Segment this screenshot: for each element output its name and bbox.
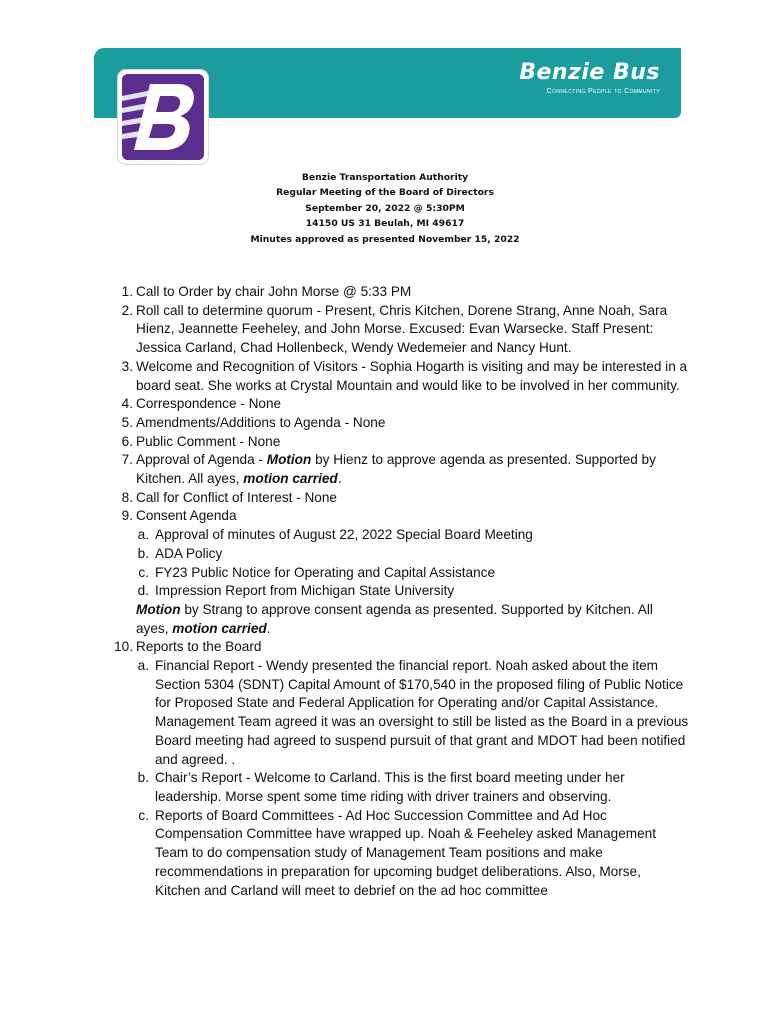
item-text: Roll call to determine quorum - Present, Chris Kitchen, Dorene Strang, Anne Noah, Sara Hienz, Jeannette Feeheley, and John Morse. Excused: Evan Warsecke. Staff Present: Jessica Carland, Chad Hollenbeck, Wendy Wedemeier and Nancy Hunt. bbox=[136, 302, 668, 356]
org-name: Benzie Transportation Authority bbox=[301, 172, 469, 183]
sub-text: FY23 Public Notice for Operating and Capital Assistance bbox=[155, 564, 496, 580]
motion-text: by Strang to approve consent agenda as presented. Supported by Kitchen. All ayes, bbox=[136, 601, 653, 636]
sub-text: ADA Policy bbox=[155, 545, 223, 561]
benzie-bus-logo bbox=[118, 70, 208, 164]
brand-tagline: Connecting People to Community bbox=[546, 88, 660, 95]
sub-letter: a. bbox=[137, 527, 149, 543]
document-header bbox=[0, 170, 770, 247]
brand-name: Benzie Bus bbox=[519, 60, 660, 85]
item-number: 4. bbox=[121, 396, 133, 412]
sub-letter: b. bbox=[137, 770, 149, 786]
list-item bbox=[109, 414, 689, 433]
item-number: 10. bbox=[114, 639, 133, 655]
list-item bbox=[109, 395, 689, 414]
item-text: Amendments/Additions to Agenda - None bbox=[136, 414, 386, 430]
sub-item bbox=[109, 582, 689, 601]
item-number: 2. bbox=[121, 302, 133, 318]
brand-block bbox=[519, 60, 660, 95]
list-item bbox=[109, 283, 689, 302]
meeting-address: 14150 US 31 Beulah, MI 49617 bbox=[305, 218, 465, 230]
item-text: Call to Order by chair John Morse @ 5:33 PM bbox=[136, 284, 412, 299]
item-number: 9. bbox=[121, 508, 133, 524]
sub-item bbox=[109, 769, 689, 806]
logo-b-icon bbox=[122, 74, 204, 160]
list-item bbox=[109, 507, 689, 526]
motion-carried-label: motion carried bbox=[172, 620, 267, 636]
sub-text: Chair’s Report - Welcome to Carland. This is the first board meeting under her leadership. Morse spent some time riding with driver trainers and observing. bbox=[155, 770, 625, 804]
item-number: 8. bbox=[121, 489, 133, 505]
item-text: Call for Conflict of Interest - None bbox=[136, 489, 337, 505]
item-number: 7. bbox=[121, 452, 133, 468]
list-item bbox=[109, 451, 689, 488]
list-item bbox=[109, 433, 689, 452]
motion-label: Motion bbox=[136, 601, 181, 617]
sub-text: Impression Report from Michigan State University bbox=[155, 583, 455, 599]
sub-item bbox=[109, 545, 689, 564]
sub-letter: b. bbox=[137, 545, 149, 561]
motion-carried-label: motion carried bbox=[243, 471, 338, 487]
list-item bbox=[109, 638, 689, 657]
sub-item bbox=[109, 526, 689, 545]
sub-letter: c. bbox=[138, 564, 149, 580]
consent-motion bbox=[109, 601, 689, 638]
item-number: 1. bbox=[121, 284, 133, 299]
sub-letter: d. bbox=[137, 583, 149, 599]
item-text-mid: by Hienz to approve agenda as presented. Supported by Kitchen. All ayes, bbox=[136, 452, 656, 487]
list-item bbox=[109, 302, 689, 358]
approval-note: Minutes approved as presented November 15, 2022 bbox=[250, 233, 520, 245]
sub-text: Reports of Board Committees - Ad Hoc Succession Committee and Ad Hoc Compensation Committee have wrapped up. Noah & Feeheley asked Management Team to do compensation study of Management Team positions and make recommendations in preparation for upcoming budget deliberations. Also, Morse, Kitchen and Carland will meet to debrief on the ad hoc committee bbox=[155, 807, 656, 898]
item-text: Consent Agenda bbox=[136, 508, 237, 524]
item-text: Reports to the Board bbox=[136, 639, 262, 655]
item-number: 3. bbox=[121, 358, 133, 374]
sub-letter: a. bbox=[137, 658, 149, 674]
item-text: Correspondence - None bbox=[136, 396, 282, 412]
item-number: 6. bbox=[121, 433, 133, 449]
item-text-pre: Approval of Agenda - bbox=[136, 452, 267, 468]
meeting-title: Regular Meeting of the Board of Directors bbox=[276, 187, 494, 199]
item-text-post: . bbox=[337, 471, 342, 487]
sub-letter: c. bbox=[138, 807, 149, 823]
item-text: Welcome and Recognition of Visitors - Sophia Hogarth is visiting and may be interested in a board seat. She works at Crystal Mountain and would like to be involved in her community. bbox=[136, 358, 688, 393]
sub-item bbox=[109, 657, 689, 769]
sub-text: Approval of minutes of August 22, 2022 Special Board Meeting bbox=[155, 527, 533, 543]
list-item bbox=[109, 489, 689, 508]
sub-text: Financial Report - Wendy presented the financial report. Noah asked about the item Section 5304 (SDNT) Capital Amount of $170,540 in the proposed filing of Public Notice for Proposed State and Federal Application for Operating and/or Capital Assistance. Management Team agreed it was an oversight to still be listed as the Board in a previous Board meeting had agreed to suspend pursuit of that grant and MDOT had been notified and agreed. . bbox=[155, 658, 689, 767]
sub-item bbox=[109, 807, 689, 901]
minutes-list bbox=[109, 283, 689, 900]
list-item bbox=[109, 358, 689, 395]
item-number: 5. bbox=[121, 414, 133, 430]
item-text: Public Comment - None bbox=[136, 433, 281, 449]
meeting-date: September 20, 2022 @ 5:30PM bbox=[305, 202, 465, 214]
sub-item bbox=[109, 564, 689, 583]
motion-text-post: . bbox=[266, 620, 271, 636]
motion-label: Motion bbox=[266, 452, 312, 468]
